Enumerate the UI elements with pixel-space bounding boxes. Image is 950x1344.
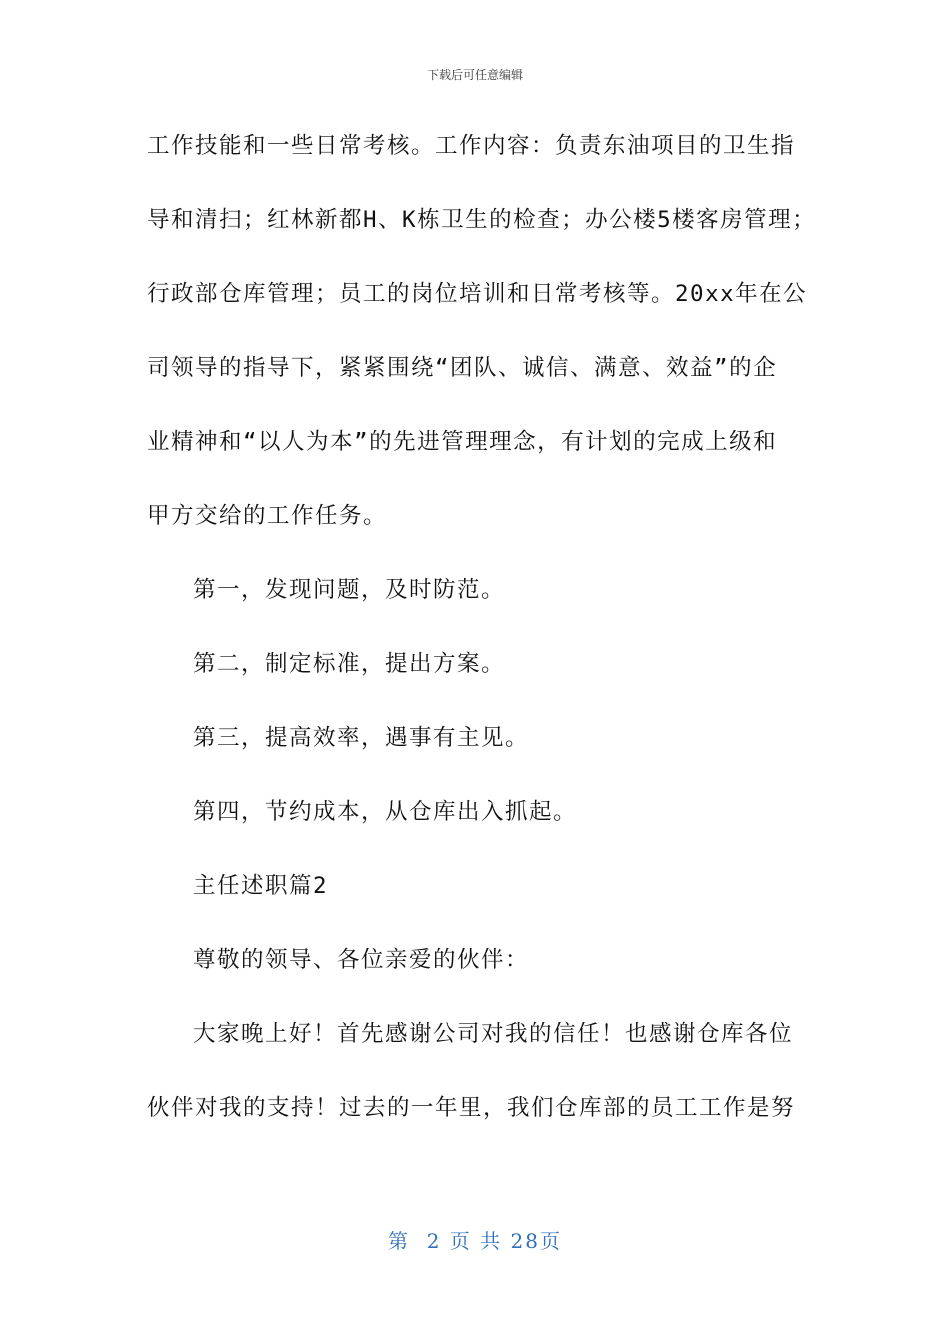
list-item-fourth: 第四，节约成本，从仓库出入抓起。: [193, 799, 578, 825]
paragraph-line: 导和清扫；红林新都H、K栋卫生的检查；办公楼5楼客房管理；: [147, 207, 817, 233]
paragraph-line: 工作技能和一些日常考核。工作内容：负责东油项目的卫生指: [147, 133, 796, 159]
salutation: 尊敬的领导、各位亲爱的伙伴：: [193, 947, 530, 973]
list-item-second: 第二，制定标准，提出方案。: [193, 651, 506, 677]
section-title: 主任述职篇2: [193, 873, 329, 899]
document-body: [147, 124, 817, 1160]
page-number-footer: 第 2 页 共 28页: [388, 1229, 562, 1253]
paragraph-line: 行政部仓库管理；员工的岗位培训和日常考核等。20xx年在公: [147, 281, 808, 307]
paragraph-line: 大家晚上好！首先感谢公司对我的信任！也感谢仓库各位: [193, 1021, 794, 1047]
paragraph-line: 业精神和“以人为本”的先进管理理念，有计划的完成上级和: [147, 429, 778, 455]
page-header: 下载后可任意编辑: [426, 68, 523, 82]
paragraph-line: 伙伴对我的支持！过去的一年里，我们仓库部的员工工作是努: [147, 1095, 796, 1121]
paragraph-line: 司领导的指导下，紧紧围绕“团队、诚信、满意、效益”的企: [147, 355, 778, 381]
paragraph-line: 甲方交给的工作任务。: [147, 503, 388, 529]
list-item-third: 第三，提高效率，遇事有主见。: [193, 725, 530, 751]
list-item-first: 第一，发现问题，及时防范。: [193, 577, 506, 603]
